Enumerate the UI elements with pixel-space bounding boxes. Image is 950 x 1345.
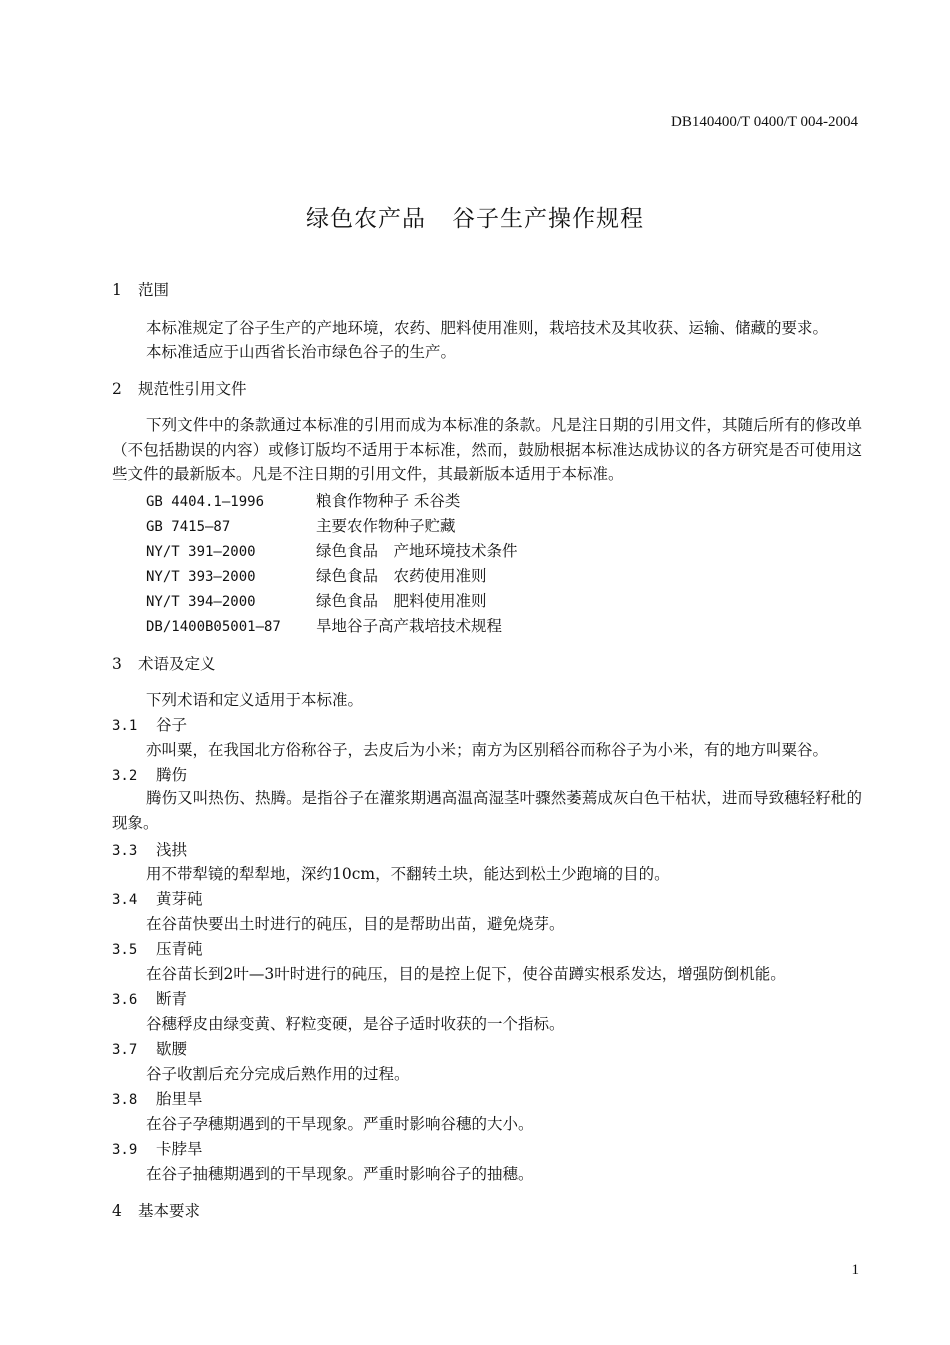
term-heading-3-8: 3.8 胎里旱 [112,1090,203,1108]
term-definition-3-1: 亦叫粟，在我国北方俗称谷子，去皮后为小米；南方为区别稻谷而称谷子为小米，有的地方叫粟谷。 [146,741,829,759]
section-heading-3: 3 术语及定义 [112,655,216,673]
document-code: DB140400/T 0400/T 004-2004 [671,114,858,130]
section-heading-2: 2 规范性引用文件 [112,380,247,398]
term-heading-3-6: 3.6 断青 [112,990,188,1008]
section-heading-1: 1 范围 [112,281,170,299]
reference-item: GB 7415—87 主要农作物种子贮藏 [146,517,456,535]
term-heading-3-2: 3.2 腾伤 [112,766,188,784]
section-3-intro: 下列术语和定义适用于本标准。 [146,691,364,709]
section-heading-4: 4 基本要求 [112,1202,201,1220]
term-definition-3-8: 在谷子孕穗期遇到的干旱现象。严重时影响谷穗的大小。 [146,1115,534,1133]
term-definition-3-6: 谷穗稃皮由绿变黄、籽粒变硬，是谷子适时收获的一个指标。 [146,1015,565,1033]
term-definition-3-9: 在谷子抽穗期遇到的干旱现象。严重时影响谷子的抽穗。 [146,1165,534,1183]
term-heading-3-5: 3.5 压青砘 [112,940,203,958]
title-part1: 绿色农产品 [306,206,426,232]
term-heading-3-1: 3.1 谷子 [112,716,188,734]
page-title [0,200,950,233]
term-definition-3-4: 在谷苗快要出土时进行的砘压，目的是帮助出苗，避免烧芽。 [146,915,565,933]
term-definition-3-5: 在谷苗长到2叶—3叶时进行的砘压，目的是控上促下，使谷苗蹲实根系发达，增强防倒机能。 [146,965,786,983]
term-heading-3-4: 3.4 黄芽砘 [112,890,203,908]
reference-item: GB 4404.1—1996 粮食作物种子 禾谷类 [146,492,461,510]
term-heading-3-3: 3.3 浅拱 [112,841,188,859]
reference-item: NY/T 391—2000 绿色食品 产地环境技术条件 [146,542,518,560]
term-definition-3-3: 用不带犁镜的犁犁地，深约10cm，不翻转土块，能达到松土少跑墒的目的。 [146,865,670,883]
section-1-paragraph-1: 本标准规定了谷子生产的产地环境，农药、肥料使用准则，栽培技术及其收获、运输、储藏的要求。 [146,319,829,337]
page-number: 1 [851,1262,859,1278]
term-heading-3-9: 3.9 卡脖旱 [112,1140,203,1158]
term-heading-3-7: 3.7 歇腰 [112,1040,188,1058]
term-definition-3-7: 谷子收割后充分完成后熟作用的过程。 [146,1065,410,1083]
section-2-paragraph: 下列文件中的条款通过本标准的引用而成为本标准的条款。凡是注日期的引用文件，其随后所有的修改单（不包括勘误的内容）或修订版均不适用于本标准，然而，鼓励根据本标准达成协议的各方研究是否可使用这些文件的最新版本。凡是不注日期的引用文件，其最新版本适用于本标准。 [112,416,862,483]
reference-item: NY/T 394—2000 绿色食品 肥料使用准则 [146,592,487,610]
reference-item: NY/T 393—2000 绿色食品 农药使用准则 [146,567,487,585]
reference-item: DB/1400B05001—87 旱地谷子高产栽培技术规程 [146,617,503,635]
section-1-paragraph-2: 本标准适应于山西省长治市绿色谷子的生产。 [146,343,457,361]
title-part2: 谷子生产操作规程 [452,206,644,232]
term-definition-3-2: 腾伤又叫热伤、热腾。是指谷子在灌浆期遇高温高湿茎叶骤然萎蔫成灰白色干枯状，进而导致穗轻籽秕的现象。 [112,789,862,832]
